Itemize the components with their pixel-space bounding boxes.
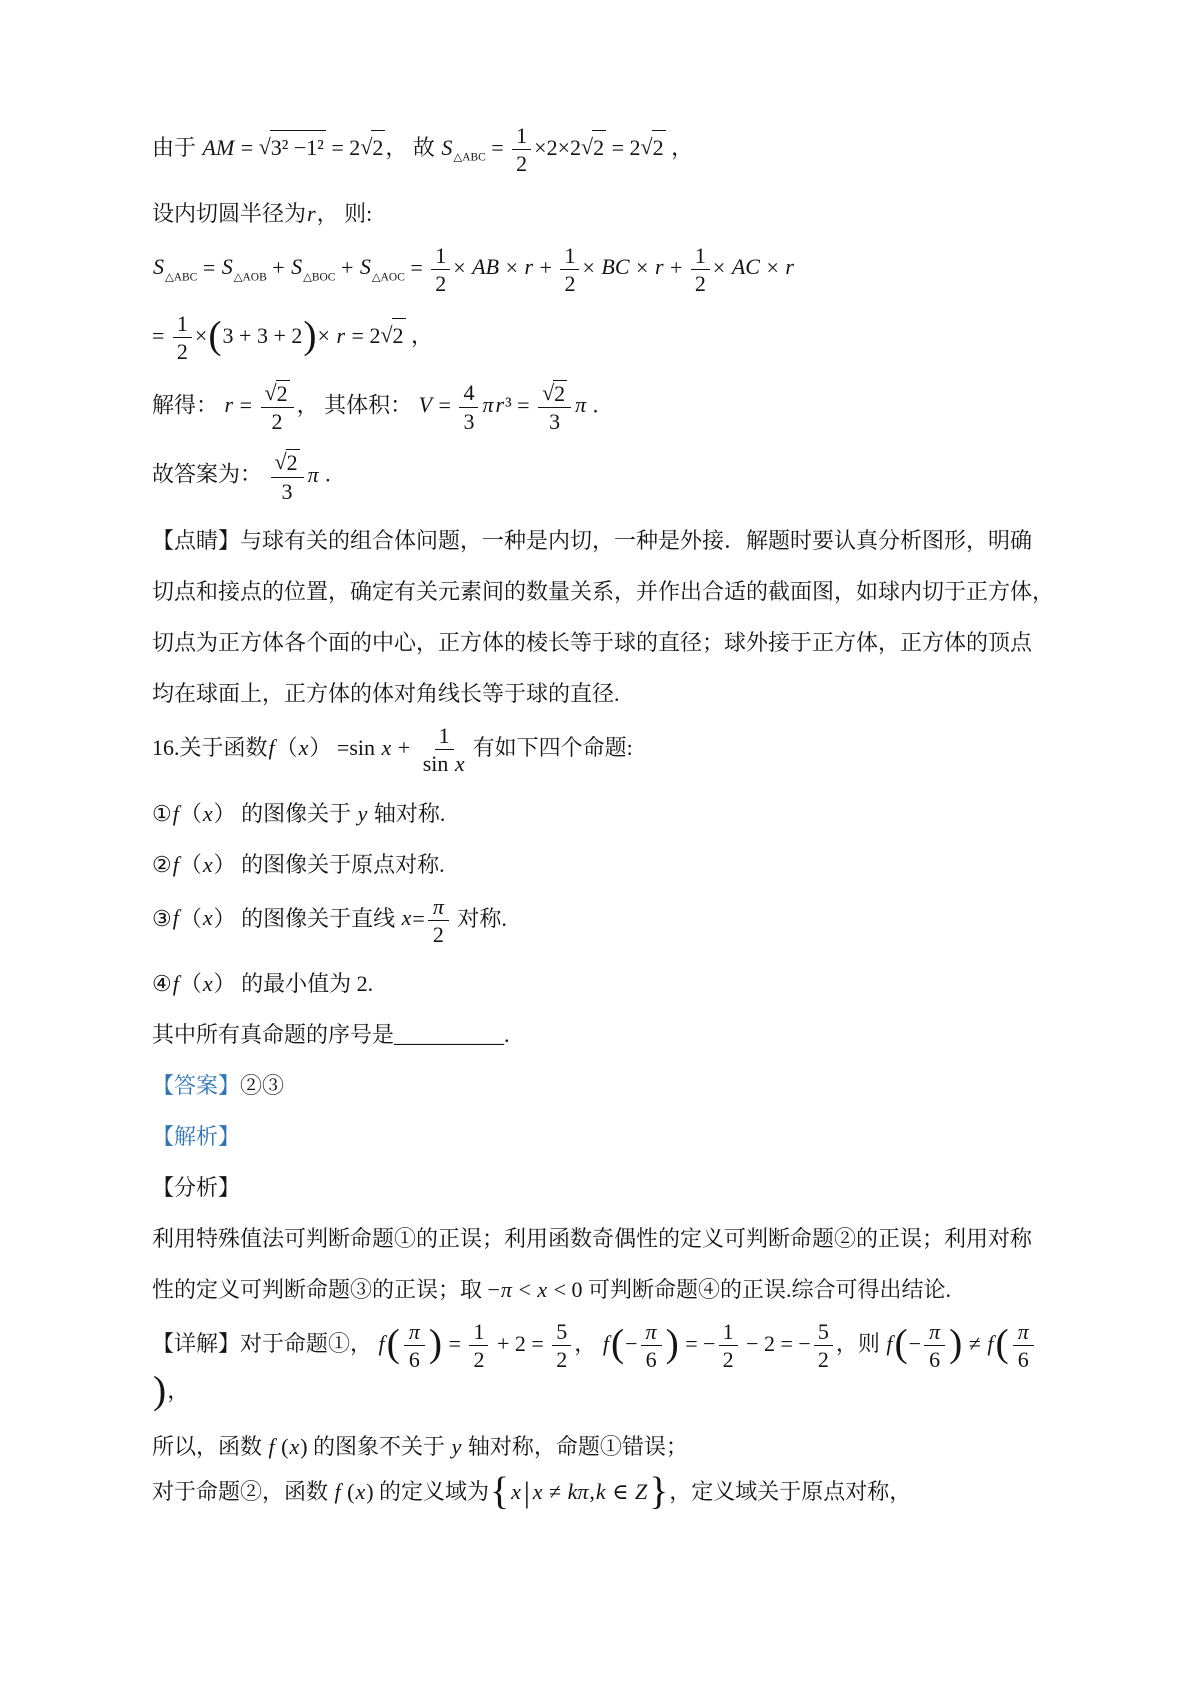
radical: √2 (581, 130, 606, 165)
fraction: $\frac{1}{2}$ (719, 1318, 738, 1374)
line-fill-blank: 其中所有真命题的序号是__________. (152, 1022, 510, 1048)
fraction: $\frac{\pi}{6}$ (404, 1318, 425, 1374)
line-prop-1: ①f（x） 的图像关于 y 轴对称. (152, 800, 446, 826)
fraction: $\frac{1}{2}$ (512, 122, 531, 178)
para-dianjing-line-4: 均在球面上，正方体的体对角线长等于球的直径. (152, 680, 620, 706)
fraction: $\frac{1}{2}$ (691, 242, 710, 298)
radical: √2 (274, 449, 298, 476)
fraction: $\frac{5}{2}$ (552, 1318, 571, 1374)
formula-area-sum: $S_{\triangle ABC} = S_{\triangle AOB} + S_{\triangle BOC} + S_{\triangle AOC}$ = $\frac{1}{2}$ × AB × r + $\frac{1}{2}$ × BC × r + $\frac{1}{2}$ × AC × r (153, 242, 794, 296)
fraction: $\frac{5}{2}$ (814, 1318, 833, 1374)
radical: √2 (264, 379, 288, 406)
line-prop-3: ③f（x） 的图像关于直线 x= $\frac{\pi}{2}$ 对称. (152, 893, 507, 947)
fraction: $\frac{4}{3}$ (459, 379, 478, 435)
line-answer: 【答案】②③ (152, 1073, 285, 1099)
formula-radius-volume: 解得： r = $\frac{√2}{2}$ ， 其体积： V = $\frac{4}{3}$ πr³ = $\frac{√2}{3}$ π . (152, 379, 599, 435)
para-fenxi-line-1: 利用特殊值法可判断命题①的正误；利用函数奇偶性的定义可判断命题②的正误；利用对称 (152, 1226, 1033, 1252)
line-conclusion-prop1: 所以，函数 f (x) 的图象不关于 y 轴对称，命题①错误； (152, 1433, 688, 1459)
radical: √2 (360, 130, 385, 165)
section-label-blue: 【答案】 (152, 1073, 241, 1099)
fraction: $\frac{√2}{3}$ (271, 448, 304, 505)
radical: √3² −1² (259, 130, 326, 165)
para-fenxi-line-2: 性的定义可判断命题③的正误；取 −π < x < 0 可判断命题④的正误.综合可得出结论. (152, 1277, 952, 1303)
fraction: $\frac{√2}{2}$ (261, 379, 294, 436)
fraction: $\frac{\pi}{6}$ (924, 1318, 945, 1374)
line-incircle-setup: 设内切圆半径为r， 则: (152, 200, 373, 226)
para-dianjing-line-1: 【点睛】与球有关的组合体问题，一种是内切，一种是外接．解题时要认真分析图形，明确 (152, 527, 1033, 553)
fraction: $\frac{√2}{3}$ (538, 379, 571, 436)
section-label-blue: 【解析】 (152, 1124, 241, 1150)
fraction: $\frac{1}{2}$ (560, 242, 579, 298)
para-dianjing-line-3: 切点为正方体各个面的中心，正方体的棱长等于球的直径；球外接于正方体，正方体的顶点 (152, 629, 1033, 655)
radical: √2 (542, 379, 566, 406)
fraction: $\frac{1}{2}$ (431, 242, 450, 298)
line-prop-2: ②f（x） 的图像关于原点对称. (152, 851, 445, 877)
formula-am-area: 由于 AM = √3² −1² = 2√2， 故 $S_{\triangle ABC}$ = $\frac{1}{2}$ ×2×2√2 = 2√2 ， (152, 123, 694, 177)
formula-area-sum-2: = $\frac{1}{2}$ ×(3 + 3 + 2)× r = 2√2 ， (152, 311, 434, 365)
fraction: $\frac{\pi}{2}$ (428, 893, 449, 949)
formula-xiangjie: 【详解】对于命题①， f( $\frac{\pi}{6}$ ) = $\frac{1}{2}$ + 2 = $\frac{5}{2}$ ， f(− $\frac{\pi}{6}$ ) = − $\frac{1}{2}$ − 2 = − $\frac{5}{2}$ ，则 f(− $\frac{\pi}{6}$ ) ≠ f( $\frac{\pi}{6}$ )， (152, 1318, 1060, 1410)
para-dianjing-line-2: 切点和接点的位置，确定有关元素间的数量关系，并作出合适的截面图，如球内切于正方体， (152, 578, 1055, 604)
fraction: $\frac{1}{2}$ (173, 310, 192, 366)
line-final-answer: 故答案为： $\frac{√2}{3}$ π . (152, 449, 331, 504)
line-fenxi: 【分析】 (152, 1175, 241, 1201)
radical: √2 (380, 318, 405, 353)
radical: √2 (640, 130, 665, 165)
fraction: $\frac{1}{\text{sin x}}$ (422, 722, 465, 777)
line-jiexi (152, 1122, 1060, 1152)
fraction: $\frac{\pi}{6}$ (1013, 1318, 1034, 1374)
fraction: $\frac{\pi}{6}$ (641, 1318, 662, 1374)
line-prop-4: ④f（x） 的最小值为 2. (152, 971, 374, 997)
fraction: $\frac{1}{2}$ (469, 1318, 488, 1374)
line-q16-stem: 16.关于函数f（x） =sin x + $\frac{1}{\text{sin x}}$ 有如下四个命题: (152, 722, 633, 777)
line-prop2-domain: 对于命题②，函数 f (x) 的定义域为{x | x ≠ kπ,k ∈ Z}，定义域关于原点对称， (152, 1468, 912, 1513)
